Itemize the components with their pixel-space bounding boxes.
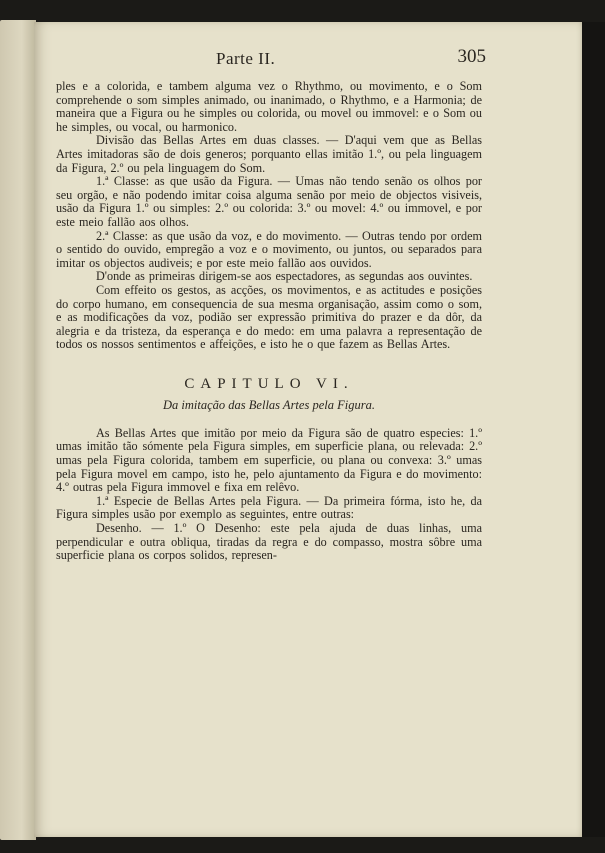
scan-background-edge bbox=[582, 22, 605, 837]
chapter-paragraph-2: 1.ª Especie de Bellas Artes pela Figura. — Da primeira fórma, isto he, da Figura simples usão por exemplo as seguintes, entre outras: bbox=[56, 493, 482, 522]
paragraph-6: Com effeito os gestos, as acções, os movimentos, e as actitudes e posições do corpo humano, em consequencia de sua mesma organisação, assim como o som, e as modificações da voz, podião ser expressão primitiva do prazer e da dôr, da alegria e da tristeza, da esperança e do medo: em uma palavra a representação de todos os nossos sentimentos e affeições, e isto he o que fazem as Bellas Artes. bbox=[56, 282, 482, 352]
paragraph-5: D'onde as primeiras dirigem-se aos espectadores, as segundas aos ouvintes. bbox=[96, 269, 473, 284]
page-header bbox=[56, 46, 486, 80]
previous-page-edge bbox=[0, 20, 36, 840]
chapter-paragraph-3: Desenho. — 1.º O Desenho: este pela ajuda de duas linhas, uma perpendicular e outra obliqua, tiradas da regra e do compasso, mostra sôbre uma superficie plana os corpos solidos, represen- bbox=[56, 521, 482, 563]
paragraph-3: 1.ª Classe: as que usão da Figura. — Umas não tendo senão os olhos por seu orgão, e não podendo imitar coisa alguma senão por meio de objectos visiveis, usão da Figura 1.º ou simples: 2.º ou colorida: 3.º ou movel: 4.º ou immovel, e por este meio fallão aos olhos. bbox=[56, 174, 482, 229]
chapter-subtitle: Da imitação das Bellas Artes pela Figura. bbox=[163, 398, 375, 413]
paragraph-2: Divisão das Bellas Artes em duas classes. — D'aqui vem que as Bellas Artes imitadoras são de dois generos; porquanto ellas imitão 1.º, ou pela linguagem da Figura, 2.º ou pela linguagem do Som. bbox=[56, 133, 482, 175]
chapter-paragraph-1: As Bellas Artes que imitão por meio da Figura são de quatro especies: 1.º umas imitão tão sómente pela Figura simples, em superficie plana, ou relevada: 2.º umas pela Figura colorida, tambem em superficie, ou plana ou convexa: 3.º umas pela Figura movel em campo, isto he, pelo ajuntamento da Figura e do movimento: 4.º outras pela Figura immovel e fixa em relêvo. bbox=[56, 425, 482, 495]
chapter-title: CAPITULO VI. bbox=[184, 375, 354, 392]
running-head: Parte II. bbox=[216, 49, 276, 68]
paragraph-1: ples e a colorida, e tambem alguma vez o Rhythmo, ou movimento, e o Som comprehende o som simples animado, ou inanimado, o Rhythmo, e a Harmonia; de maneira que a Figura ou he simples ou colorida, ou movel ou immovel: e o Som ou he simples, ou vocal, ou harmonico. bbox=[56, 79, 482, 134]
page-text-block bbox=[56, 46, 486, 563]
paragraph-4: 2.ª Classe: as que usão da voz, e do movimento. — Outras tendo por ordem o sentido do ouvido, empregão a voz e o movimento, ou juntos, ou separados para imitar os objectos audiveis; e por este meio fallão aos ouvidos. bbox=[56, 228, 482, 270]
page-number: 305 bbox=[457, 46, 486, 67]
